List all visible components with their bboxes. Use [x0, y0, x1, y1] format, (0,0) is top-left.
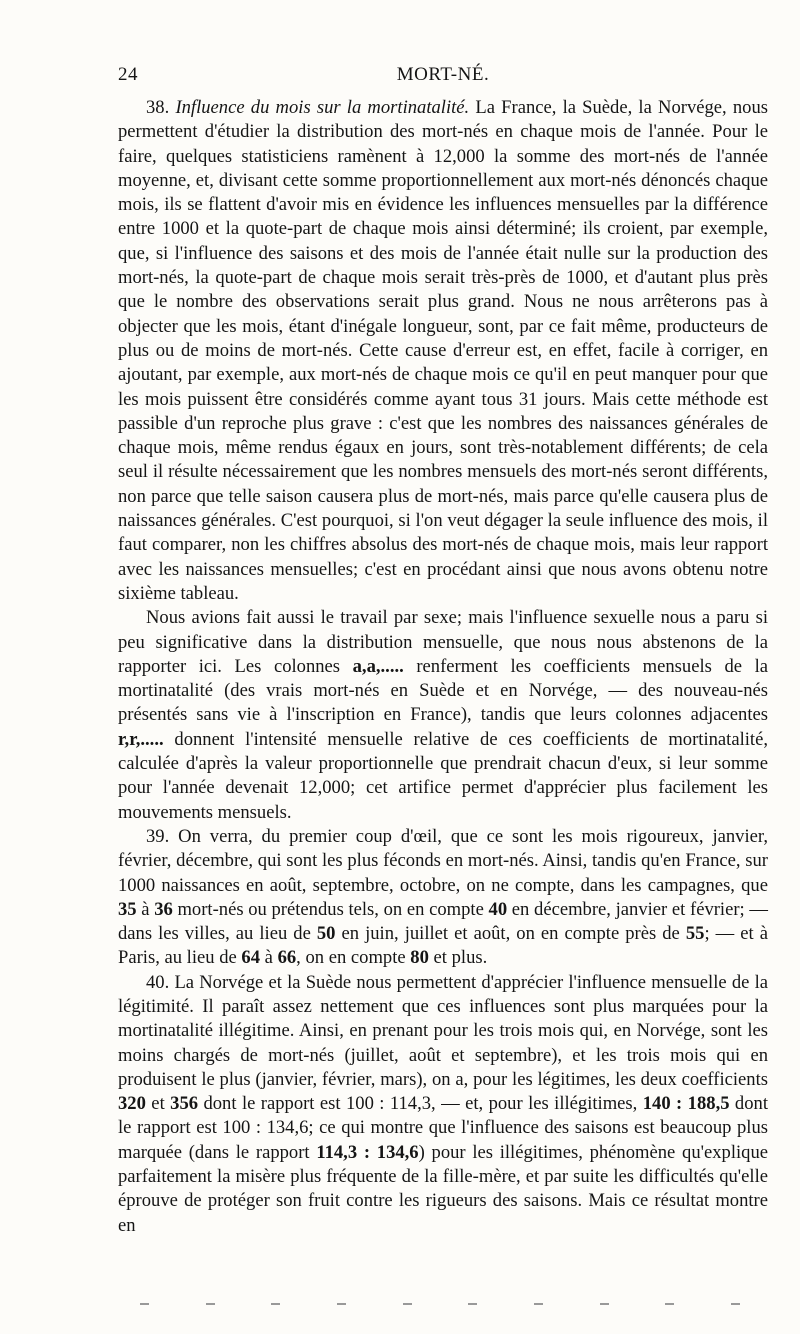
- figure: 64: [241, 947, 261, 969]
- print-mark: [468, 1303, 477, 1305]
- paragraph-38: [118, 96, 768, 606]
- figure: 114,3 : 134,6: [316, 1141, 419, 1163]
- column-ref: a,a,.....: [352, 655, 404, 677]
- bottom-print-marks: [140, 1303, 740, 1309]
- print-mark: [140, 1303, 149, 1305]
- text-run: ) pour les illégitimes, phénomène qu'explique parfaitement la misère plus fréquente de la fille-mère, et par suite les difficultés qu'elle éprouve de protéger son fruit contre les rigueurs des saisons. Mais ce résultat montre en: [118, 1141, 768, 1236]
- text-run: mort-nés ou prétendus tels, on en compte: [172, 898, 489, 920]
- print-mark: [731, 1303, 740, 1305]
- page-number: 24: [118, 64, 138, 85]
- print-mark: [337, 1303, 346, 1305]
- figure: 80: [410, 947, 429, 969]
- section-heading: Influence du mois sur la mortinatalité.: [175, 97, 470, 118]
- body-text: [118, 96, 768, 1238]
- print-mark: [665, 1303, 674, 1305]
- section-number: 38.: [146, 97, 170, 118]
- text-run: donnent l'intensité mensuelle relative de ces coefficients de mortinatalité, calculée d'après la valeur proportionnelle que prendrait chacun d'eux, si leur somme pour l'année devenait 12,000; cet artifice permet d'apprécier plus facilement les mouvements mensuels.: [118, 728, 768, 823]
- print-mark: [403, 1303, 412, 1305]
- text-run: renferment les coefficients mensuels de la mortinatalité (des vrais mort-nés en Suède et en Norvége, — des nouveau-nés présentés sans vie à l'inscription en France), tandis que leurs colonnes adjacentes: [118, 655, 768, 726]
- print-mark: [206, 1303, 215, 1305]
- paragraph-text: La France, la Suède, la Norvége, nous permettent d'étudier la distribution des mort-nés en chaque mois de l'année. Pour le faire, quelques statisticiens ramènent à 12,000 la somme des mort-nés de l'année moyenne, et, divisant cette somme proportionnellement aux mort-nés dénoncés chaque mois, ils se flattent d'avoir mis en évidence les influences mensuelles par la différence entre 1000 et la quote-part de chaque mois ainsi déterminé; ils croient, par exemple, que, si l'influence des saisons et des mois de l'année était nulle sur la production des mort-nés, la quote-part de chaque mois serait très-près de 1000, et d'autant plus près que le nombre des observations serait plus grand. Nous ne nous arrêterons pas à objecter que les mois, étant d'inégale longueur, sont, par ce fait même, producteurs de plus ou de moins de mort-nés. Cette cause d'erreur est, en effet, facile à corriger, en ajoutant, par exemple, aux mort-nés de chaque mois ce qu'il en peut manquer pour que les mois puissent être considérés comme ayant tous 31 jours. Mais cette méthode est passible d'un reproche plus grave : c'est que les nombres des naissances générales de chaque mois, même rendus égaux en jours, sont très-notablement différents; de cela seul il résulte nécessairement que les nombres mensuels des mort-nés seront différents, non parce que telle saison causera plus de mort-nés, mais parce qu'elle causera plus de naissances générales. C'est pourquoi, si l'on veut dégager la seule influence des mois, il faut comparer, non les chiffres absolus des mort-nés de chaque mois, mais leur rapport avec les naissances mensuelles; c'est en procédant ainsi que nous avons obtenu notre sixième tableau.: [118, 97, 768, 604]
- text-run: Nous avions fait aussi le travail par sexe; mais l'influence sexuelle nous a paru si peu significative dans la distribution mensuelle, que nous nous abstenons de la rapporter ici. Les colonnes: [118, 607, 768, 677]
- text-run: 39. On verra, du premier coup d'œil, que ce sont les mois rigoureux, janvier, février, décembre, qui sont les plus féconds en mort-nés. Ainsi, tandis qu'en France, sur 1000 naissances en août, septembre, octobre, on ne compte, dans les campagnes, que: [118, 825, 768, 896]
- page-header: [118, 64, 768, 90]
- text-run: en juin, juillet et août, on en compte près de: [335, 923, 686, 945]
- figure: 40: [488, 898, 508, 920]
- print-mark: [534, 1303, 543, 1305]
- paragraph-39: [118, 825, 768, 971]
- figure: 55: [685, 923, 705, 945]
- text-run: ; — et à Paris, au lieu de: [118, 923, 768, 969]
- figure: 36: [154, 898, 173, 920]
- paragraph-columns: [118, 606, 768, 825]
- text-run: à: [260, 947, 278, 969]
- text-run: en décembre, janvier et février; — dans les villes, au lieu de: [118, 898, 768, 945]
- text-run: dont le rapport est 100 : 134,6; ce qui montre que l'influence des saisons est beaucoup plus marquée (dans le rapport: [118, 1093, 768, 1163]
- figure: 140 : 188,5: [642, 1093, 730, 1115]
- paragraph-40: [118, 971, 768, 1238]
- text-run: et: [145, 1093, 171, 1115]
- figure: 356: [170, 1093, 199, 1115]
- running-title: MORT-NÉ.: [396, 64, 490, 85]
- text-run: , on en compte: [296, 947, 411, 969]
- figure: 35: [118, 898, 137, 920]
- figure: 50: [316, 923, 336, 945]
- text-run: dont le rapport est 100 : 114,3, — et, pour les illégitimes,: [198, 1093, 643, 1115]
- print-mark: [600, 1303, 609, 1305]
- figure: 320: [118, 1093, 146, 1115]
- print-mark: [271, 1303, 280, 1305]
- text-run: 40. La Norvége et la Suède nous permettent d'apprécier l'influence mensuelle de la légitimité. Il paraît assez nettement que ces influences sont plus marquées pour la mortinatalité illégitime. Ainsi, en prenant pour les trois mois qui, en Norvége, sont les moins chargés de mort-nés (juillet, août et septembre), et les trois mois qui en produisent le plus (janvier, février, mars), on a, pour les légitimes, les deux coefficients: [118, 971, 768, 1090]
- text-run: et plus.: [428, 947, 488, 969]
- figure: 66: [277, 947, 297, 969]
- text-run: à: [136, 898, 155, 920]
- column-ref: r,r,.....: [118, 728, 164, 750]
